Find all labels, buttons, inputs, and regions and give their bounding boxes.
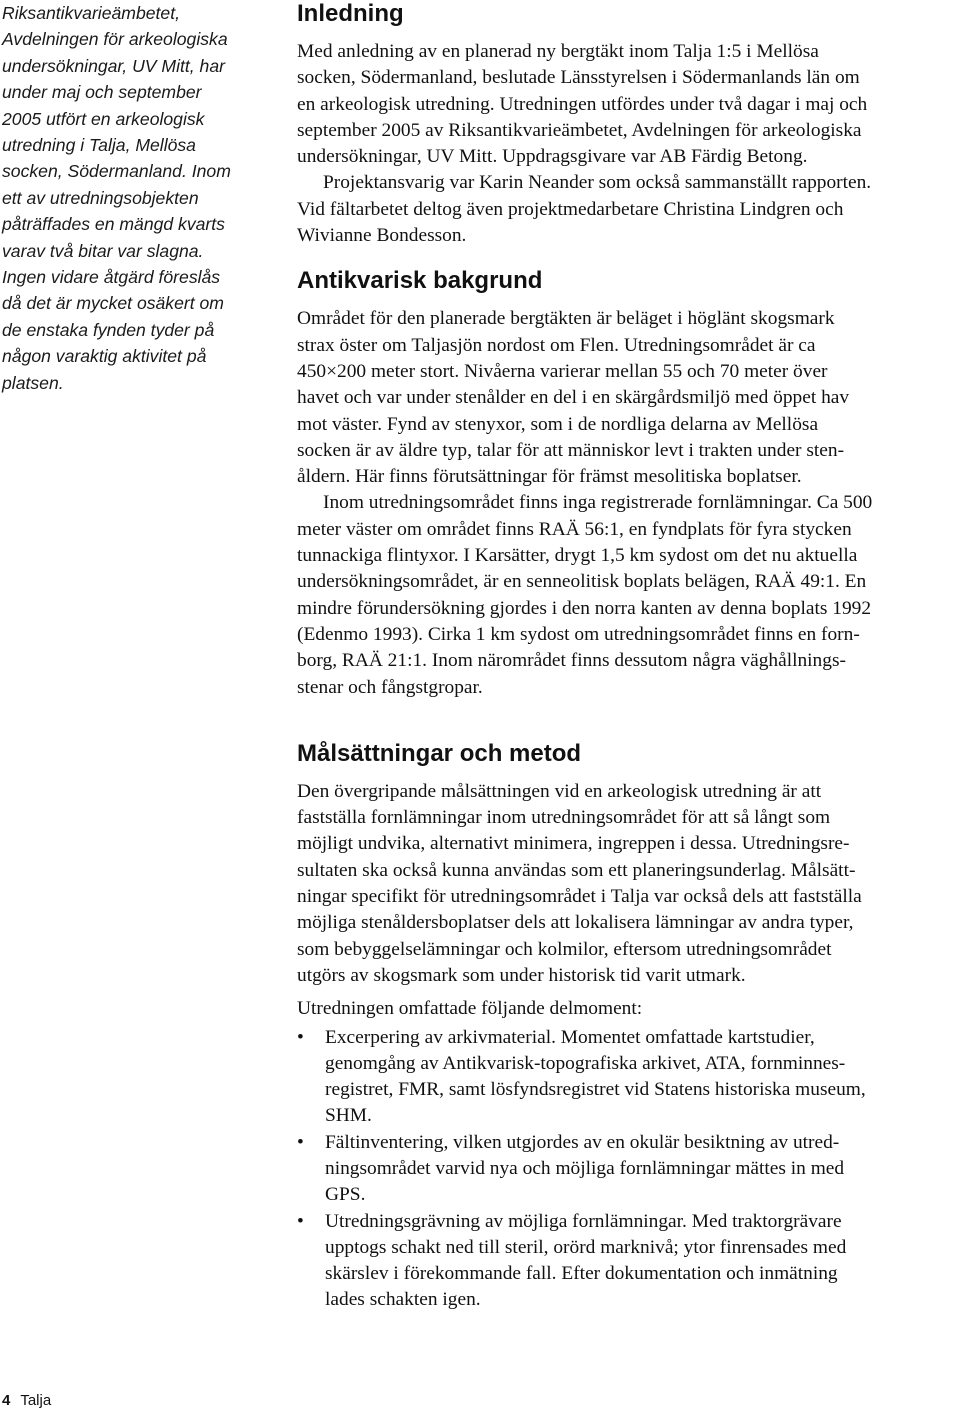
list-item-text: Fältinventering, vilken utgjordes av en okulär besiktning av utred- ningsområdet varvid nya och möjliga fornlämningar mättes in med GPS. bbox=[325, 1131, 845, 1206]
list-item bbox=[297, 1130, 959, 1209]
list-item bbox=[297, 1209, 959, 1314]
main-column bbox=[297, 0, 959, 1314]
bullet-icon: • bbox=[297, 1210, 304, 1232]
paragraph-malsattningar-2: Utredningen omfattade följande delmoment: bbox=[297, 998, 643, 1020]
paragraph-malsattningar-1: Den övergripande målsättningen vid en arkeologisk utredning är att fastställa fornlämningar inom utredningsområdet för att så långt som möjligt undvika, alternativt minimera, ingreppen i dessa. Utredningsre- sultaten ska också kunna användas som ett planeringsunderlag. Målsätt- ningar specifikt för utredningsområdet i Talja var också dels att fastställa möjliga stenåldersboplatser dels att lokalisera lämningar av andra typer, som bebyggelselämningar och kolmilor, eftersom utredningsområdet utgörs av skogsmark som under historisk tid varit utmark. bbox=[297, 780, 862, 986]
heading-antikvarisk-bakgrund: Antikvarisk bakgrund bbox=[297, 267, 543, 295]
running-title: Talja bbox=[20, 1392, 52, 1409]
paragraph-antikvarisk-2: Inom utredningsområdet finns inga registrerade fornlämningar. Ca 500 meter väster om området finns RAÄ 56:1, en fyndplats för fyra stycken tunnackiga flintyxor. I Karsätter, drygt 1,5 km sydost om det nu aktuella undersökningsområdet, är en senneolitisk boplats belägen, RAÄ 49:1. En mindre förundersökning gjordes i den norra kanten av denna boplats 1992 (Edenmo 1993). Cirka 1 km sydost om utredningsområdet finns en forn- borg, RAÄ 21:1. Inom närområdet finns dessutom några väghållnings- stenar och fångstgropar. bbox=[297, 492, 873, 698]
list-item bbox=[297, 1025, 959, 1130]
section-malsattningar bbox=[297, 740, 959, 1314]
list-item-text: Utredningsgrävning av möjliga fornlämningar. Med traktorgrävare upptogs schakt ned till steril, orörd marknivå; ytor finrensades med skärslev i förekommande fall. Efter dokumentation och inmätning lades schakten igen. bbox=[325, 1210, 847, 1311]
sidebar-summary: Riksantikvarieämbetet, Avdelningen för arkeologiska undersökningar, UV Mitt, har under maj och september 2005 utfört en arkeologisk utredning i Talja, Mellösa socken, Södermanland. Inom ett av utredningsobjekten påträffades en mängd kvarts varav två bitar var slagna. Ingen vidare åtgärd föreslås då det är mycket osäkert om de enstaka fynden tyder på någon varaktig aktivitet på platsen. bbox=[2, 3, 231, 393]
paragraph-inledning-2: Projektansvarig var Karin Neander som också sammanställt rapporten. Vid fältarbetet deltog även projektmedarbetare Christina Lindgren och Wivianne Bondesson. bbox=[297, 172, 872, 247]
heading-inledning: Inledning bbox=[297, 0, 404, 27]
page-footer bbox=[2, 1392, 51, 1410]
section-antikvarisk-bakgrund bbox=[297, 267, 959, 700]
page-number: 4 bbox=[2, 1392, 11, 1409]
list-item-text: Excerpering av arkivmaterial. Momentet omfattade kartstudier, genomgång av Antikvarisk-topografiska arkivet, ATA, fornminnes- registret, FMR, samt lösfyndsregistret vid Statens historiska museum, SHM. bbox=[325, 1026, 866, 1127]
delmoment-list bbox=[297, 1025, 959, 1314]
bullet-icon: • bbox=[297, 1131, 304, 1153]
heading-malsattningar-och-metod: Målsättningar och metod bbox=[297, 739, 582, 767]
section-inledning bbox=[297, 0, 959, 249]
paragraph-inledning-1: Med anledning av en planerad ny bergtäkt inom Talja 1:5 i Mellösa socken, Södermanland, beslutade Länsstyrelsen i Södermanlands län om en arkeologisk utredning. Utredningen utfördes under två dagar i maj och september 2005 av Riksantikvarieämbetet, Avdelningen för arkeologiska undersökningar, UV Mitt. Uppdragsgivare var AB Färdig Betong. bbox=[297, 41, 868, 168]
paragraph-antikvarisk-1: Området för den planerade bergtäkten är beläget i höglänt skogsmark strax öster om Taljasjön nordost om Flen. Utredningsområdet är ca 450×200 meter stort. Nivåerna varierar mellan 55 och 70 meter över havet och var under stenålder en del i en skärgårdsmiljö med öppet hav mot väster. Fynd av stenyxor, som i de nordliga delarna av Mellösa socken är av äldre typ, talar för att människor levt i trakten under sten- åldern. Här finns förutsättningar för främst mesolitiska boplatser. bbox=[297, 308, 850, 488]
bullet-icon: • bbox=[297, 1026, 304, 1048]
